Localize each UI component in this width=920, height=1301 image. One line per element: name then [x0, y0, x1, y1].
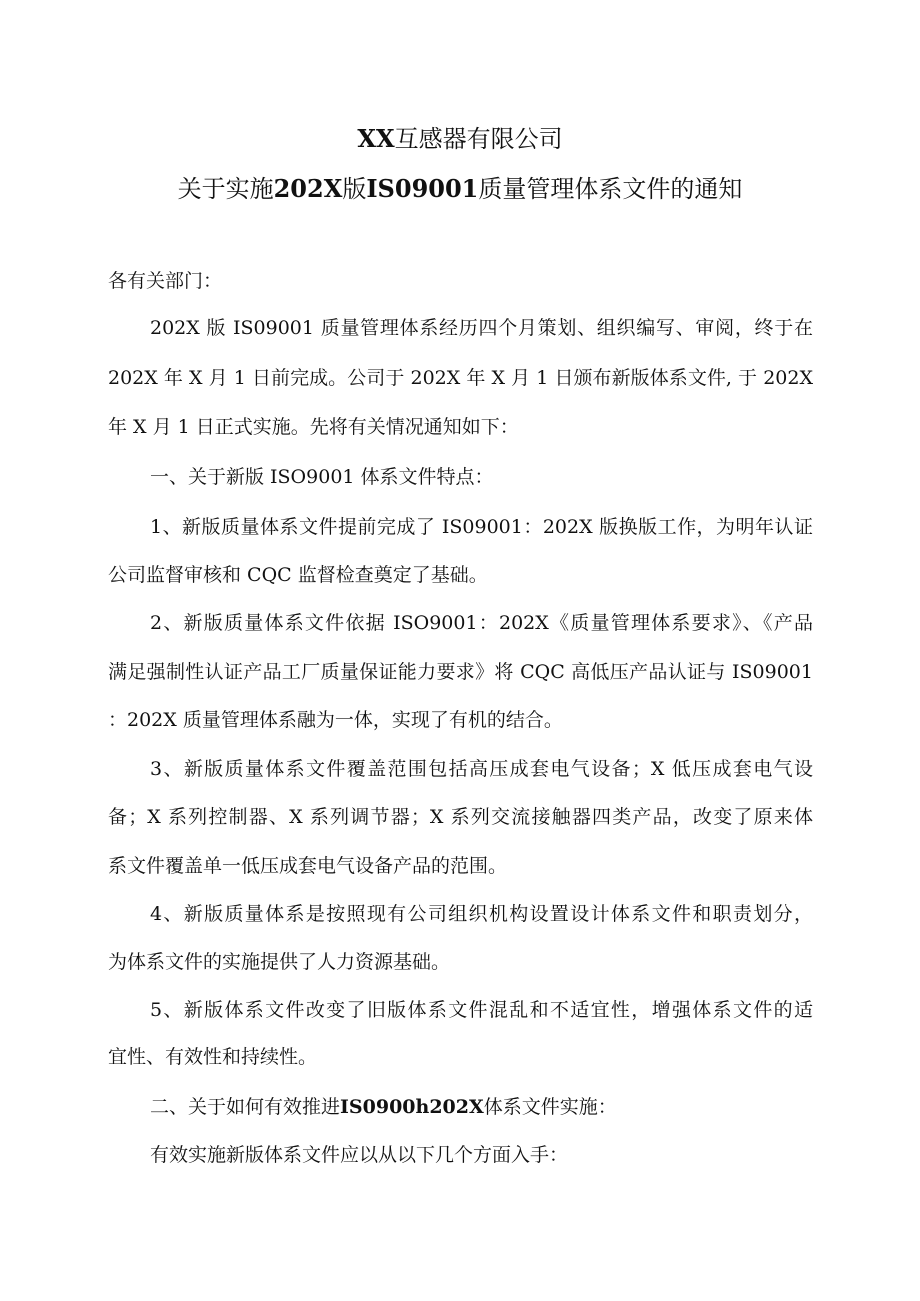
paragraph-line: 5、新版体系文件改变了旧版体系文件混乱和不适宜性，增强体系文件的适 — [150, 999, 813, 1021]
notice-title: 关于实施202X版IS09001质量管理体系文件的通知 — [177, 174, 743, 203]
paragraph-line: 3、新版质量体系文件覆盖范围包括高压成套电气设备；X 低压成套电气设 — [150, 758, 813, 780]
paragraph-line: 备；X 系列控制器、X 系列调节器；X 系列交流接触器四类产品，改变了原来体 — [108, 806, 813, 828]
company-title: XX互感器有限公司 — [357, 124, 563, 153]
paragraph-line: 年 X 月 1 日正式实施。先将有关情况通知如下： — [108, 416, 519, 438]
paragraph-line: ：202X 质量管理体系融为一体，实现了有机的结合。 — [108, 709, 563, 731]
salutation: 各有关部门： — [108, 270, 223, 292]
section-heading-2: 二、关于如何有效推进IS0900h202X体系文件实施： — [150, 1096, 617, 1118]
paragraph-line: 2、新版质量体系文件依据 ISO9001：202X《质量管理体系要求》、《产品 — [150, 612, 813, 634]
paragraph-line: 202X 年 X 月 1 日前完成。公司于 202X 年 X 月 1 日颁布新版体系文件, 于 202X — [108, 367, 813, 389]
paragraph-line: 有效实施新版体系文件应以从以下几个方面入手： — [150, 1144, 569, 1166]
paragraph-line: 202X 版 IS09001 质量管理体系经历四个月策划、组织编写、审阅，终于在 — [150, 317, 813, 339]
paragraph-line: 公司监督审核和 CQC 监督检查奠定了基础。 — [108, 564, 488, 586]
section-heading-1: 一、关于新版 ISO9001 体系文件特点： — [150, 466, 494, 488]
paragraph-line: 系文件覆盖单一低压成套电气设备产品的范围。 — [108, 855, 508, 877]
paragraph-line: 4、新版质量体系是按照现有公司组织机构设置设计体系文件和职责划分， — [150, 903, 813, 925]
paragraph-line: 满足强制性认证产品工厂质量保证能力要求》将 CQC 高低压产品认证与 IS09001 — [108, 661, 813, 683]
paragraph-line: 1、新版质量体系文件提前完成了 IS09001：202X 版换版工作，为明年认证 — [150, 516, 813, 538]
paragraph-line: 宜性、有效性和持续性。 — [108, 1046, 318, 1068]
paragraph-line: 为体系文件的实施提供了人力资源基础。 — [108, 951, 451, 973]
